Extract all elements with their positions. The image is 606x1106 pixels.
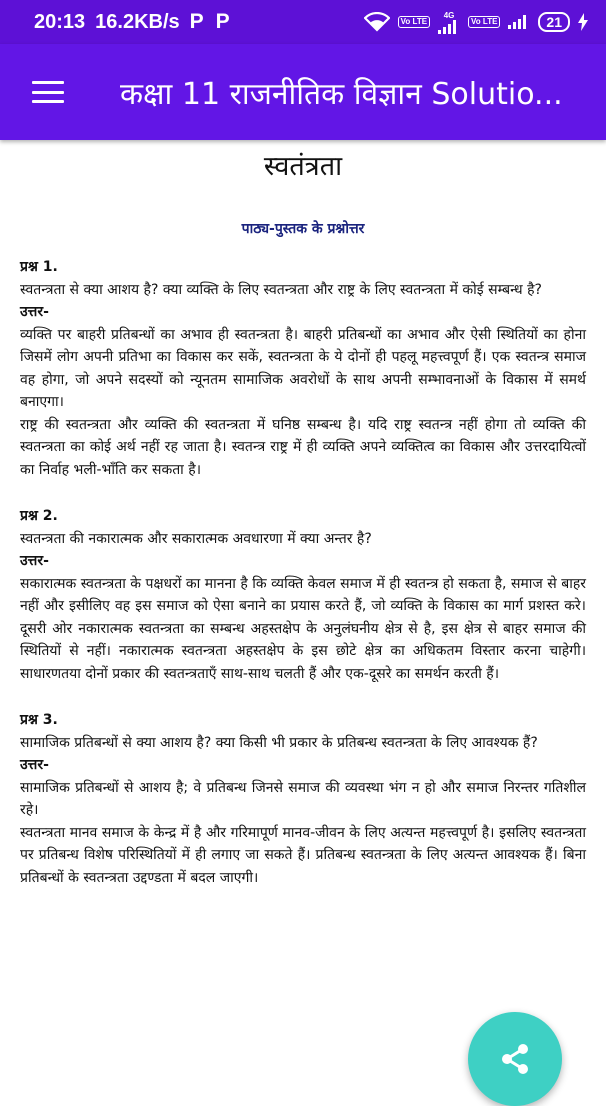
question-list <box>20 256 586 889</box>
answer-label: उत्तर- <box>20 757 49 773</box>
network-speed: 16.2KB/s <box>95 10 180 33</box>
notification-icon-p1: P <box>189 10 204 33</box>
content-area[interactable] <box>0 140 606 913</box>
volte-badge-2: Vo LTE <box>468 16 500 28</box>
signal-bars-icon <box>438 20 460 34</box>
share-icon <box>498 1042 532 1076</box>
section-subheading: पाठ्य-पुस्तक के प्रश्नोत्तर <box>241 221 365 237</box>
question-label: प्रश्न 2. <box>20 508 58 524</box>
question-label: प्रश्न 1. <box>20 259 58 275</box>
app-title: कक्षा 11 राजनीतिक विज्ञान Solutio... <box>120 76 563 112</box>
page-title: स्वतंत्रता <box>263 151 343 182</box>
signal-sim1 <box>438 11 460 34</box>
answer-paragraph: स्वतन्त्रता मानव समाज के केन्द्र में है और गरिमापूर्ण मानव-जीवन के लिए अत्यन्त महत्त्वपूर्ण है। इसलिए स्वतन्त्रता पर प्रतिबन्ध विशेष परिस्थितियों में ही लगाए जा सकते हैं। प्रतिबन्ध स्वतन्त्रता के लिए अत्यन्त आवश्यक हैं। बिना प्रतिबन्धों के स्वतन्त्रता उद्दण्डता में बदल जाएगी। <box>20 824 586 886</box>
clock: 20:13 <box>34 10 86 33</box>
app-bar <box>0 44 606 140</box>
answer-paragraph: सकारात्मक स्वतन्त्रता के पक्षधरों का मानना है कि व्यक्ति केवल समाज में ही स्वतन्त्र हो सकता है, समाज से बाहर नहीं और इसीलिए वह इस समाज को ऐसा बनाने का प्रयास करते हैं, जो व्यक्ति के विकास का मार्ग प्रशस्त करे। दूसरी ओर नकारात्मक स्वतन्त्रता का सम्बन्ध अहस्तक्षेप के अनुलंघनीय क्षेत्र से है, इस क्षेत्र से बाहर समाज की स्थितियों से नहीं। नकारात्मक स्वतन्त्रता अहस्तक्षेप के इस छोटे क्षेत्र का अधिकतम विस्तार करना चाहेगी। साधारणतया दोनों प्रकार की स्वतन्त्रताएँ साथ-साथ चलती हैं और एक-दूसरे का समर्थन करती हैं। <box>20 575 586 682</box>
answer-paragraph: सामाजिक प्रतिबन्धों से आशय है; वे प्रतिबन्ध जिनसे समाज की व्यवस्था भंग न हो और समाज निरन्तर गतिशील रहे। <box>20 779 586 818</box>
answer-label: उत्तर- <box>20 304 49 320</box>
question-text: स्वतन्त्रता से क्या आशय है? क्या व्यक्ति के लिए स्वतन्त्रता और राष्ट्र के लिए स्वतन्त्रता में कोई सम्बन्ध है? <box>20 281 542 298</box>
charging-icon <box>578 13 588 31</box>
question-block-3 <box>20 709 586 889</box>
question-block-2 <box>20 505 586 685</box>
question-text: सामाजिक प्रतिबन्धों से क्या आशय है? क्या किसी भी प्रकार के प्रतिबन्ध स्वतन्त्रता के लिए आवश्यक हैं? <box>20 734 538 751</box>
status-bar <box>0 0 606 44</box>
answer-paragraph: राष्ट्र की स्वतन्त्रता और व्यक्ति की स्वतन्त्रता में घनिष्ठ सम्बन्ध है। यदि राष्ट्र स्वतन्त्र नहीं होगा तो व्यक्ति की स्वतन्त्रता का कोई अर्थ नहीं रह जाता है। स्वतन्त्र राष्ट्र में ही व्यक्ति अपने व्यक्तित्व का विकास और उत्तरदायित्वों का निर्वाह भली-भाँति कर सकता है। <box>20 416 586 478</box>
question-block-1 <box>20 256 586 481</box>
signal-bars-icon-2 <box>508 15 530 29</box>
notification-icon-p2: P <box>215 10 230 33</box>
answer-paragraph: व्यक्ति पर बाहरी प्रतिबन्धों का अभाव ही स्वतन्त्रता है। बाहरी प्रतिबन्धों का अभाव और ऐसी स्थितियों का होना जिसमें लोग अपनी प्रतिभा का विकास कर सकें, स्वतन्त्रता के ये दोनों ही पहलू महत्त्वपूर्ण हैं। एक स्वतन्त्र समाज वह होगा, जो अपने सदस्यों को न्यूनतम सामाजिक अवरोधों के साथ अपनी सम्भावनाओं के विकास में समर्थ बनाएगा। <box>20 326 586 410</box>
wifi-icon <box>364 12 390 32</box>
network-type: 4G <box>443 10 455 20</box>
hamburger-menu-icon[interactable] <box>32 81 64 103</box>
share-button[interactable] <box>468 1012 562 1106</box>
battery-indicator: 21 <box>538 12 570 32</box>
answer-label: उत्तर- <box>20 553 49 569</box>
question-label: प्रश्न 3. <box>20 712 58 728</box>
volte-badge-1: Vo LTE <box>398 16 430 28</box>
question-text: स्वतन्त्रता की नकारात्मक और सकारात्मक अवधारणा में क्या अन्तर है? <box>20 530 372 547</box>
